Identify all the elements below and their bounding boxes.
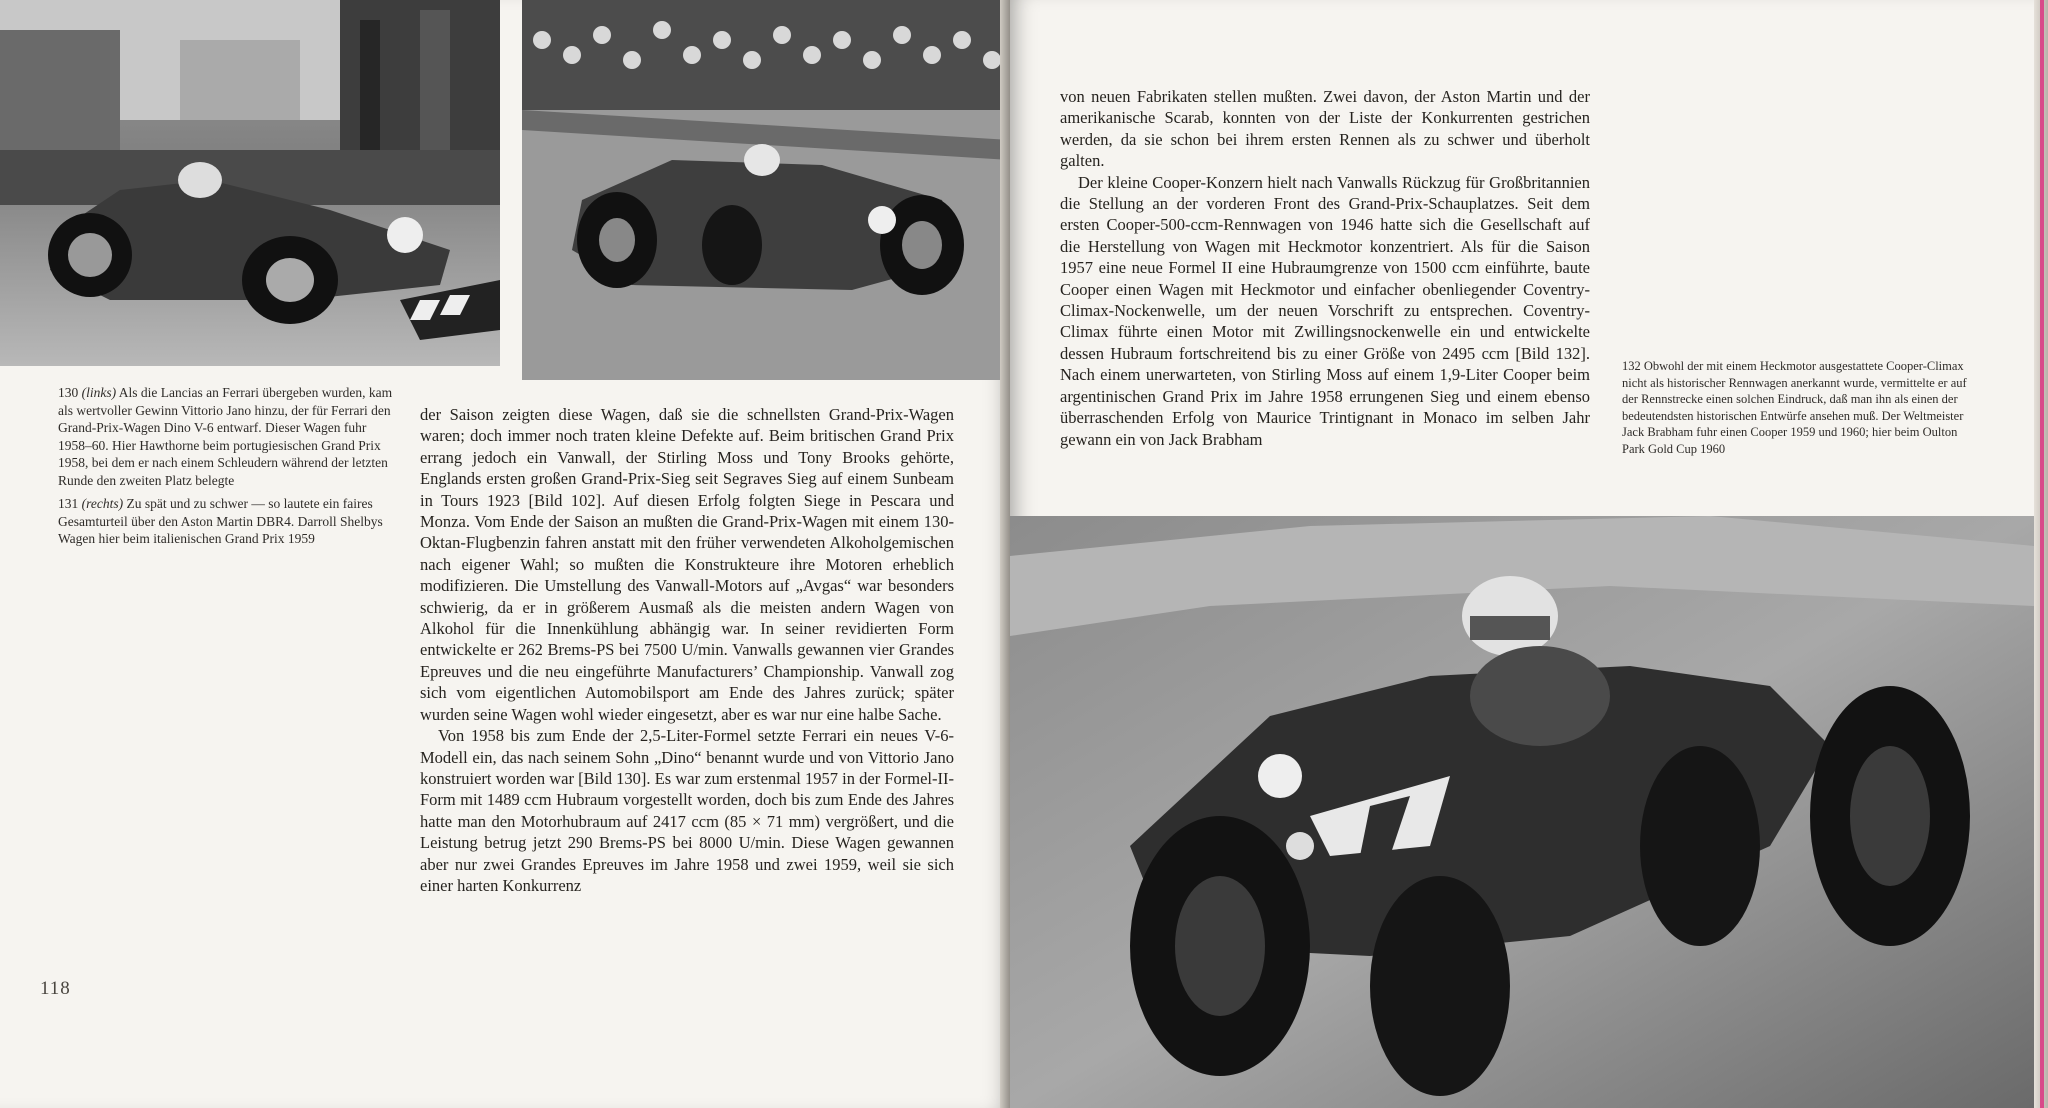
caption-130: [58, 384, 394, 489]
photo-132-cooper-climax: [1010, 516, 2034, 1108]
caption-130-ref: 130: [58, 385, 79, 400]
caption-132-ref: 132: [1622, 359, 1641, 373]
caption-block-left: [58, 384, 394, 554]
photo-130-ferrari-dino: [0, 0, 500, 366]
left-body-paragraph-2: Von 1958 bis zum Ende der 2,5-Liter-Formel setzte Ferrari ein neues V-6-Modell ein, das nach seinem Sohn „Dino“ benannt wurde und von Vittorio Jano konstruiert worden war [Bild 130]. Es war zum erstenmal 1957 in der Formel-II-Form mit 1489 ccm Hubraum vorgestellt worden, doch bis zum Ende des Jahres hatte man den Motorhubraum auf 2417 ccm (85 × 71 mm) vergrößert, und die Leistung betrug jetzt 290 Brems-PS bei 8000 U/min. Diese Wagen gewannen aber nur zwei Grandes Epreuves im Jahre 1958 und zwei 1959, weil sie sich einer harten Konkurrenz: [420, 726, 954, 895]
caption-131-ref: 131: [58, 496, 79, 511]
left-body-paragraph-1: der Saison zeigten diese Wagen, daß sie die schnellsten Grand-Prix-Wagen waren; doch immer noch traten kleine Defekte auf. Beim britischen Grand Prix errang jedoch ein Vanwall, der Stirling Moss und Tony Brooks gehörte, Englands ersten großen Grand-Prix-Sieg seit Segraves Sieg auf einem Sunbeam in Tours 1923 [Bild 102]. Auf diesen Erfolg folgten Siege in Pescara und Monza. Vom Ende der Saison an mußten die Grand-Prix-Wagen mit einem 130-Oktan-Flugbenzin fahren anstatt mit den früher verwendeten Alkoholgemischen nach eigener Wahl; so mußten die Konstrukteure ihre Motoren erheblich modifizieren. Die Umstellung des Vanwall-Motors auf „Avgas“ war besonders schwierig, da er in größerem Ausmaß als die meisten andern Wagen von Alkohol für die Innenkühlung abhängig war. In seiner revidierten Form entwickelte er 262 Brems-PS bei 7500 U/min. Vanwalls gewannen vier Grandes Epreuves und die neu eingeführte Manufacturers’ Championship. Vanwall zog sich vom eigentlichen Automobilsport am Ende des Jahres zurück; später wurden seine Wagen wohl wieder eingesetzt, aber es war nur eine halbe Sache.: [420, 405, 954, 724]
caption-132: [1622, 358, 1972, 463]
right-body-column: [1060, 86, 1590, 450]
left-body-column: [420, 404, 954, 896]
caption-131: [58, 495, 394, 548]
right-body-paragraph-1: von neuen Fabrikaten stellen mußten. Zwei davon, der Aston Martin und der amerikanische Scarab, konnten von der Liste der Konkurrenten gestrichen werden, da sie schon bei ihrem ersten Rennen als zu schwer und überholt galten.: [1060, 87, 1590, 171]
caption-131-text: Zu spät und zu schwer — so lautete ein faires Gesamturteil über den Aston Martin DBR4. Darroll Shelbys Wagen hier beim italienischen Grand Prix 1959: [58, 496, 383, 546]
photo-131-aston-martin: [522, 0, 1010, 380]
right-body-paragraph-2: Der kleine Cooper-Konzern hielt nach Vanwalls Rückzug für Großbritannien die Stellung an der vorderen Front des Grand-Prix-Schauplatzes. Seit dem ersten Cooper-500-ccm-Rennwagen von 1946 hatte sich die Gesellschaft auf die Herstellung von Wagen mit Heckmotor konzentriert. Als für die Saison 1957 eine neue Formel II eine Hubraumgrenze von 1500 ccm einführte, baute Cooper einen Wagen mit Heckmotor und einfacher obenliegender Coventry-Climax-Nockenwelle, um der neuen Vorschrift zu entsprechen. Coventry-Climax führte einen Motor mit Zwillingsnockenwelle ein und entwickelte dessen Hubraum fortschreitend bis zu einer Größe von 2495 ccm [Bild 132]. Nach einem unerwarteten, von Stirling Moss auf einem 1,9-Liter Cooper beim argentinischen Grand Prix im Jahre 1958 errungenen Sieg und einem ebenso überraschenden Erfolg von Maurice Trintignant in Monaco im selben Jahr gewann ein von Jack Brabham: [1060, 172, 1590, 449]
right-page: [1010, 0, 2034, 1108]
caption-131-side: (rechts): [81, 496, 124, 511]
caption-132-text: Obwohl der mit einem Heckmotor ausgestattete Cooper-Climax nicht als historischer Rennwagen anerkannt wurde, vermittelte er auf der Rennstrecke einen solchen Eindruck, daß man ihn als einen der bedeutendsten historischen Entwürfe ansehen muß. Der Weltmeister Jack Brabham fuhr einen Cooper 1959 und 1960; hier beim Oulton Park Gold Cup 1960: [1622, 359, 1967, 456]
caption-130-side: (links): [81, 385, 117, 400]
caption-130-text: Als die Lancias an Ferrari übergeben wurden, kam als wertvoller Gewinn Vittorio Jano hinzu, der für Ferrari den Grand-Prix-Wagen Dino V-6 entwarf. Dieser Wagen fuhr 1958–60. Hier Hawthorne beim portugiesischen Grand Prix 1958, bei dem er nach einem Schleudern während der letzten Runde den zweiten Platz belegte: [58, 385, 393, 488]
page-edge-marker: [2040, 0, 2044, 1108]
left-page: [0, 0, 1010, 1108]
page-number: 118: [40, 978, 71, 999]
